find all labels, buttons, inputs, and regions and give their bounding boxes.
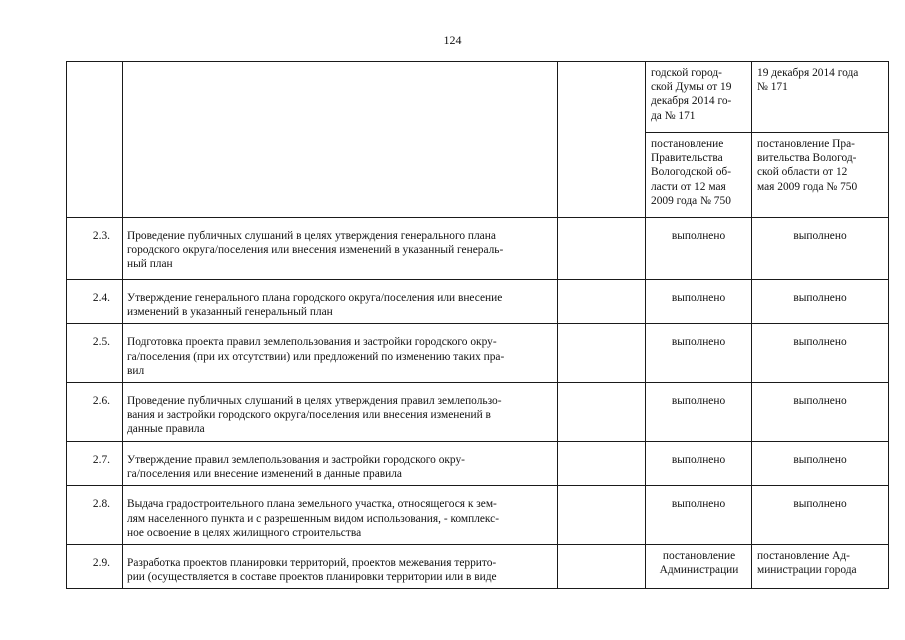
row-number: 2.8. [67, 486, 123, 545]
header-col5-top: 19 декабря 2014 года № 171 [752, 62, 889, 133]
row-status-1: выполнено [646, 383, 752, 442]
row-number: 2.9. [67, 545, 123, 589]
row-empty-cell [558, 280, 646, 324]
row-empty-cell [558, 486, 646, 545]
row-status-2: выполнено [752, 383, 889, 442]
table-row [67, 486, 889, 545]
row-number: 2.6. [67, 383, 123, 442]
row-empty-cell [558, 545, 646, 589]
row-description: Выдача градостроительного плана земельного участка, относящегося к зем- лям населенного пункта и с разрешенным видом использования, - комплекс- ное освоение в целях жилищного строительства [123, 486, 558, 545]
header-col4-bottom: постановление Правительства Вологодской об- ласти от 12 мая 2009 года № 750 [646, 133, 752, 218]
table-row [67, 442, 889, 486]
row-status-1: выполнено [646, 324, 752, 383]
row-number: 2.3. [67, 218, 123, 280]
table-row [67, 280, 889, 324]
page-number: 124 [443, 33, 462, 47]
row-description: Утверждение правил землепользования и застройки городского окру- га/поселения или внесение изменений в данные правила [123, 442, 558, 486]
header-row-top [67, 62, 889, 133]
row-status-1: выполнено [646, 442, 752, 486]
row-status-1: выполнено [646, 280, 752, 324]
row-status-2: выполнено [752, 486, 889, 545]
row-description: Утверждение генерального плана городского округа/поселения или внесение изменений в указанный генеральный план [123, 280, 558, 324]
row-status-1: выполнено [646, 486, 752, 545]
row-description: Подготовка проекта правил землепользования и застройки городского окру- га/поселения (при их отсутствии) или предложений по изменению таких пра- вил [123, 324, 558, 383]
header-desc-cell [123, 62, 558, 218]
table-row [67, 218, 889, 280]
row-number: 2.4. [67, 280, 123, 324]
row-status-1: выполнено [646, 218, 752, 280]
row-status-1: постановление Администрации [646, 545, 752, 589]
row-status-2: постановление Ад- министрации города [752, 545, 889, 589]
table-row [67, 383, 889, 442]
row-description: Проведение публичных слушаний в целях утверждения правил землепользо- вания и застройки городского округа/поселения или внесения изменений в данные правила [123, 383, 558, 442]
table-row [67, 324, 889, 383]
header-empty-cell [558, 62, 646, 218]
row-status-2: выполнено [752, 442, 889, 486]
row-empty-cell [558, 324, 646, 383]
row-number: 2.5. [67, 324, 123, 383]
table-row [67, 545, 889, 589]
row-description: Проведение публичных слушаний в целях утверждения генерального плана городского округа/поселения или внесения изменений в указанный генераль- ный план [123, 218, 558, 280]
row-empty-cell [558, 218, 646, 280]
row-empty-cell [558, 442, 646, 486]
row-status-2: выполнено [752, 324, 889, 383]
header-col4-top: годской город- ской Думы от 19 декабря 2014 го- да № 171 [646, 62, 752, 133]
row-number: 2.7. [67, 442, 123, 486]
requirements-table [66, 61, 889, 589]
row-status-2: выполнено [752, 218, 889, 280]
row-empty-cell [558, 383, 646, 442]
row-description: Разработка проектов планировки территорий, проектов межевания террито- рии (осуществляется в составе проектов планировки территории или в виде [123, 545, 558, 589]
row-status-2: выполнено [752, 280, 889, 324]
header-col5-bottom: постановление Пра- вительства Вологод- ской области от 12 мая 2009 года № 750 [752, 133, 889, 218]
header-num-cell [67, 62, 123, 218]
